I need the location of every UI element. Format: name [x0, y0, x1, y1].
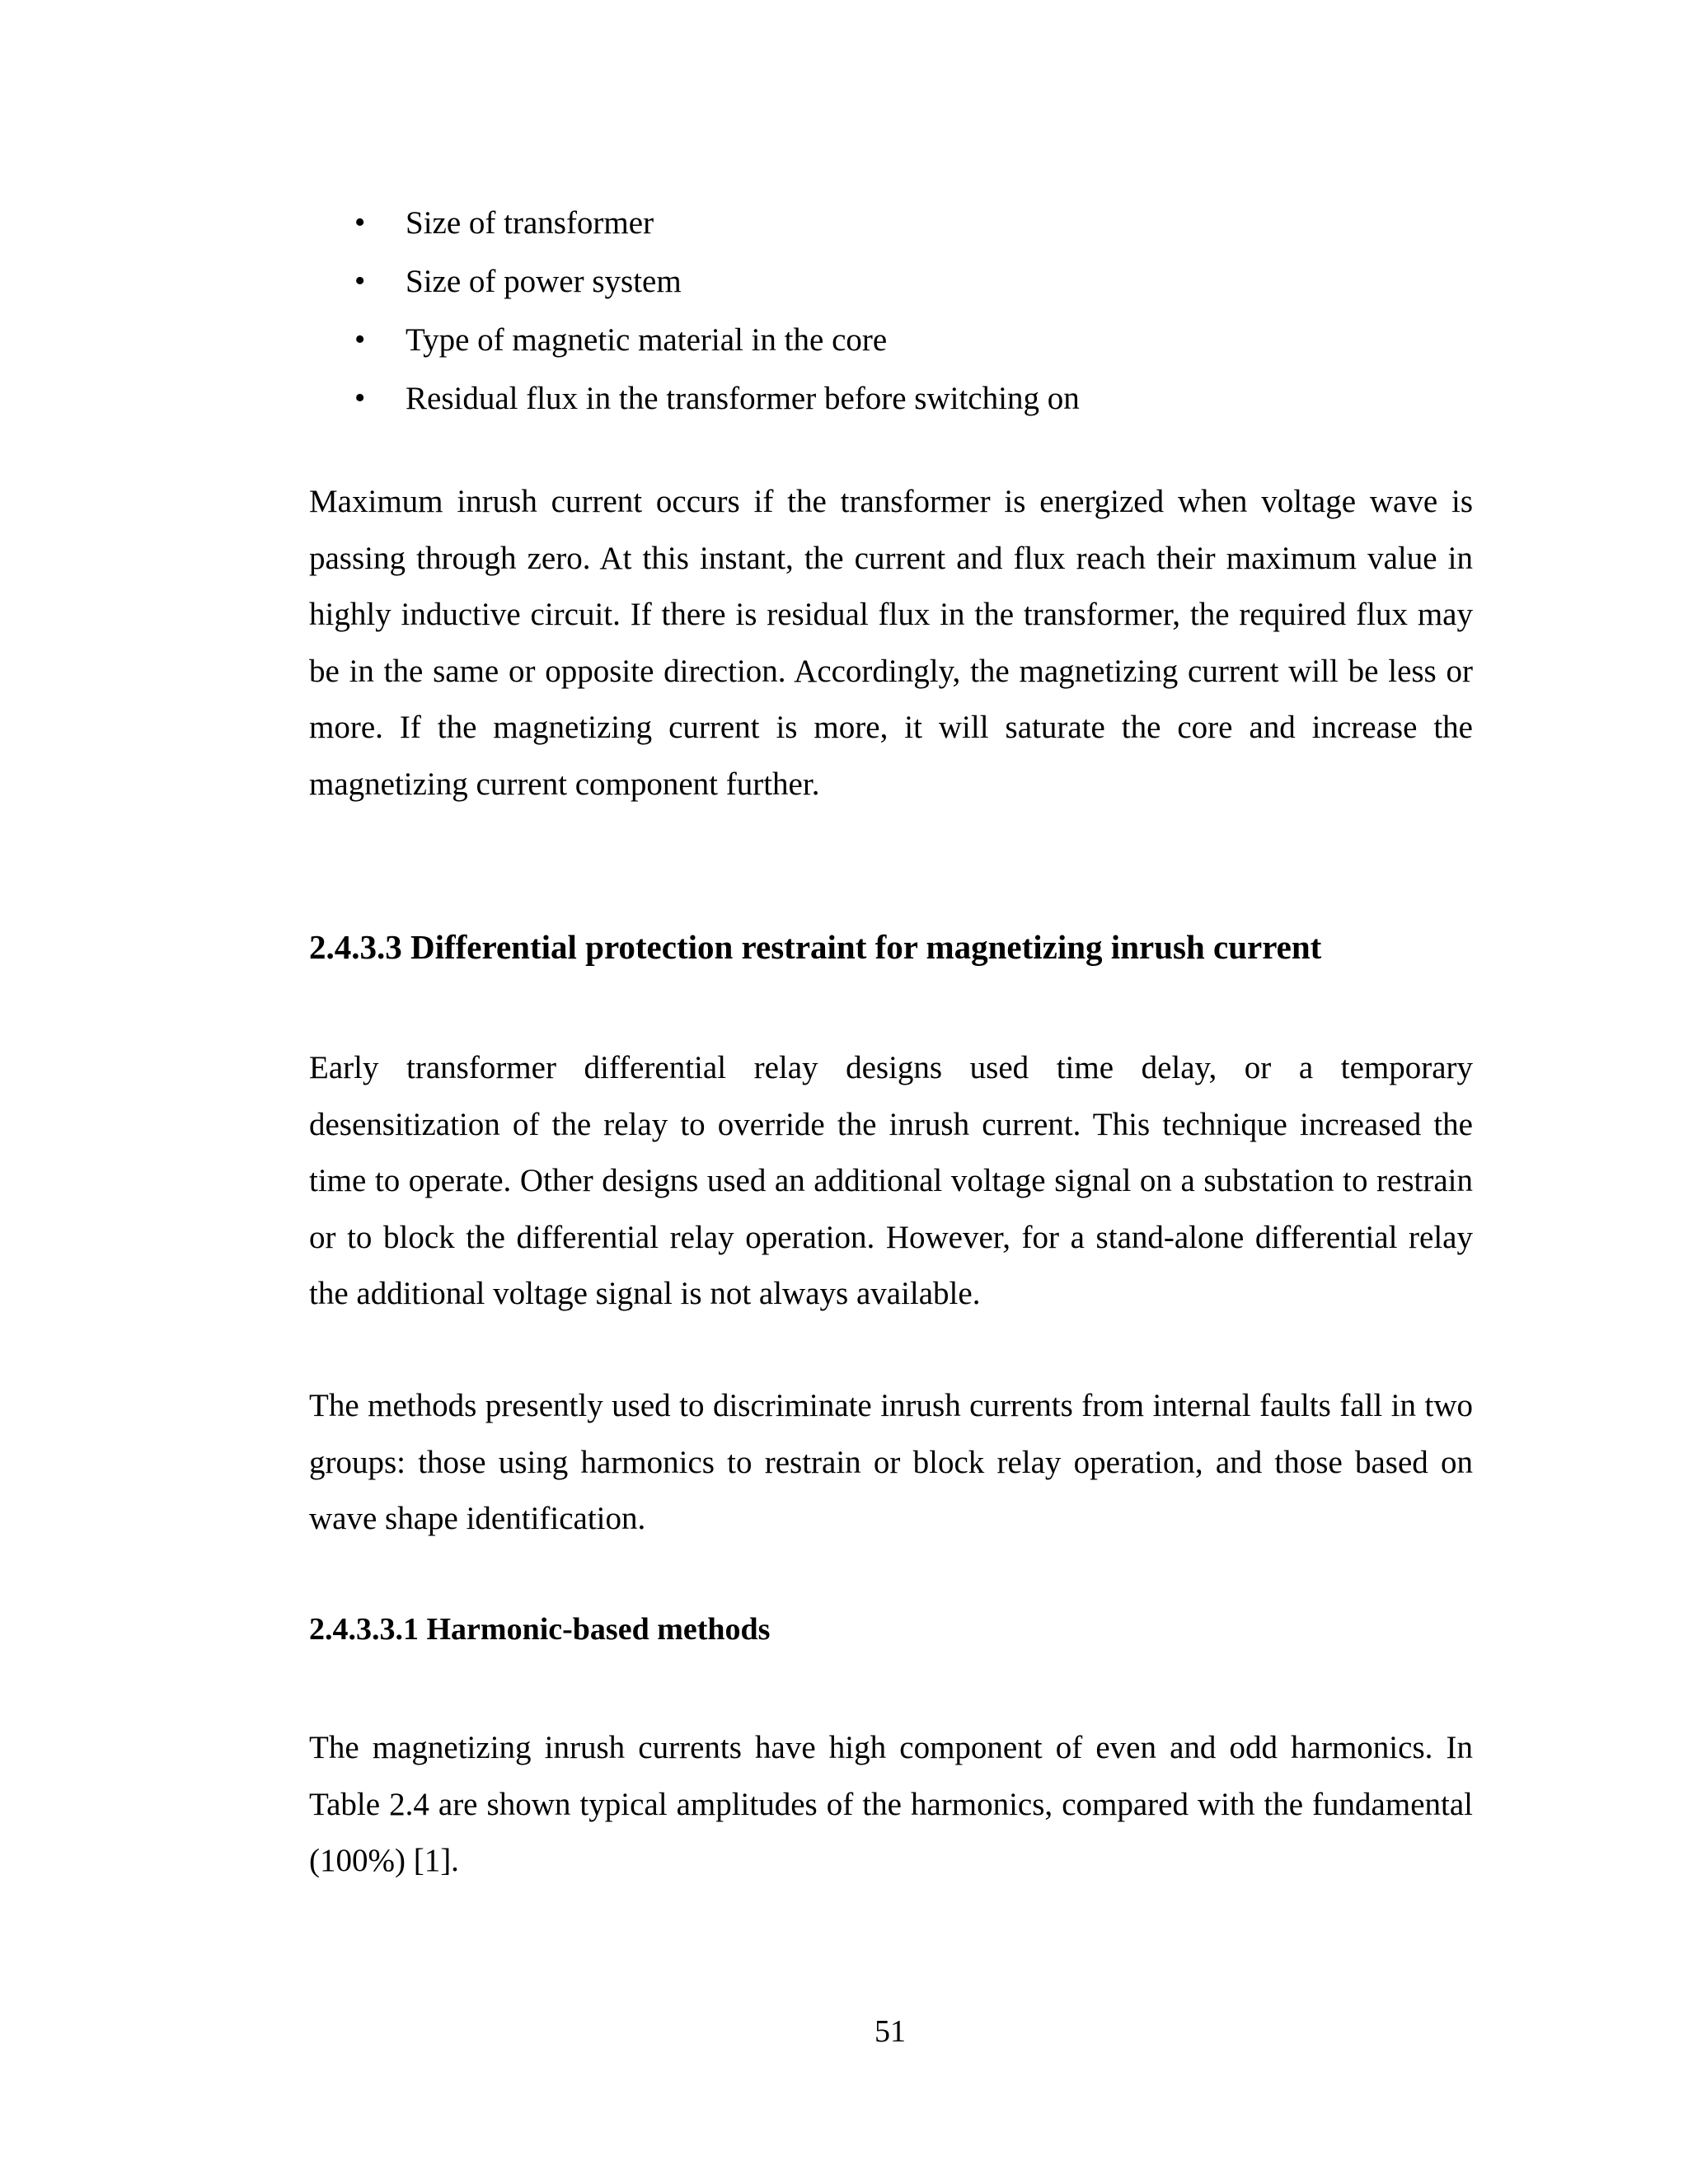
- list-item: [354, 311, 1080, 369]
- bullet-icon: •: [354, 322, 366, 357]
- early-designs-paragraph: Early transformer differential relay designs used time delay, or a temporary desensitization of the relay to override the inrush current. This technique increased the time to operate. Other designs used an additional voltage signal on a substation to restrain or to block the differential relay operation. However, for a stand-alone differential relay the additional voltage signal is not always available.: [309, 1050, 1473, 1311]
- section-heading: 2.4.3.3 Differential protection restraint for magnetizing inrush current: [309, 928, 1322, 966]
- inrush-maximum-paragraph: Maximum inrush current occurs if the transformer is energized when voltage wave is passing through zero. At this instant, the current and flux reach their maximum value in highly inductive circuit. If there is residual flux in the transformer, the required flux may be in the same or opposite direction. Accordingly, the magnetizing current will be less or more. If the magnetizing current is more, it will saturate the core and increase the magnetizing current component further.: [309, 484, 1473, 802]
- list-item-text: Size of transformer: [406, 205, 654, 241]
- methods-paragraph: The methods presently used to discriminate inrush currents from internal faults fall in two groups: those using harmonics to restrain or block relay operation, and those based on wave shape identification.: [309, 1388, 1473, 1536]
- page-number: 51: [874, 2014, 906, 2049]
- list-item-text: Residual flux in the transformer before switching on: [406, 381, 1080, 416]
- list-item-text: Size of power system: [406, 264, 682, 299]
- bullet-icon: •: [354, 205, 366, 240]
- bullet-icon: •: [354, 381, 366, 415]
- list-item: [354, 369, 1080, 428]
- list-item: [354, 194, 1080, 252]
- list-item-text: Type of magnetic material in the core: [406, 322, 888, 358]
- list-item: [354, 252, 1080, 311]
- harmonics-paragraph: The magnetizing inrush currents have high component of even and odd harmonics. In Table 2.4 are shown typical amplitudes of the harmonics, compared with the fundamental (100%) [1].: [309, 1730, 1473, 1878]
- subsection-heading: 2.4.3.3.1 Harmonic-based methods: [309, 1612, 771, 1647]
- bullet-icon: •: [354, 264, 366, 298]
- factor-bullet-list: [354, 194, 1080, 428]
